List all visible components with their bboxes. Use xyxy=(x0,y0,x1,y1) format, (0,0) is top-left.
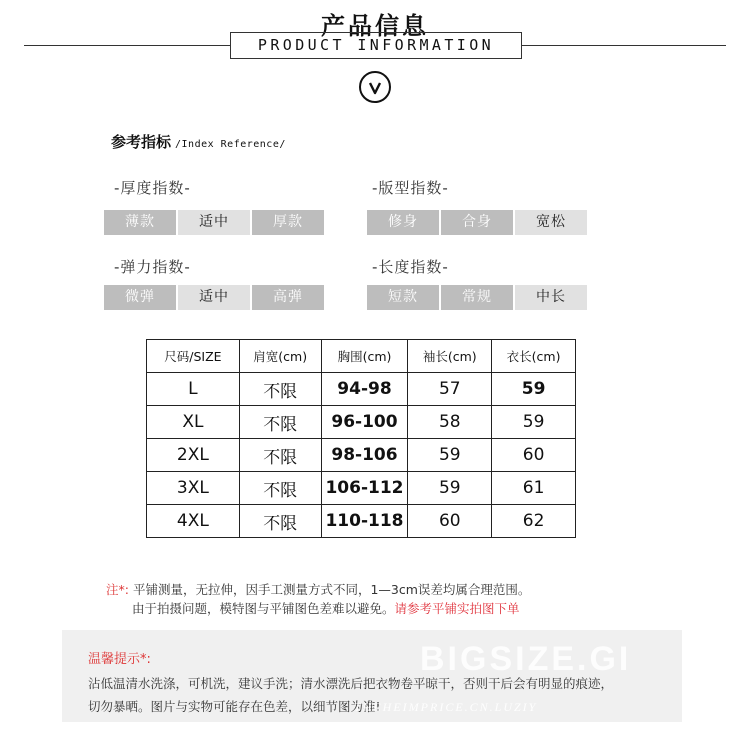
thickness-option-thick: 厚款 xyxy=(252,210,324,235)
header-divider-left xyxy=(24,45,230,46)
table-cell: 59 xyxy=(492,373,576,406)
table-cell: 59 xyxy=(408,472,492,505)
length-options xyxy=(367,285,589,310)
length-option-regular: 常规 xyxy=(441,285,513,310)
table-cell: L xyxy=(147,373,240,406)
elasticity-label: -弹力指数- xyxy=(114,258,191,276)
table-cell: 94-98 xyxy=(321,373,408,406)
table-cell: 98-106 xyxy=(321,439,408,472)
reference-title xyxy=(111,131,286,152)
elasticity-option-high: 高弹 xyxy=(252,285,324,310)
table-cell: 3XL xyxy=(147,472,240,505)
table-cell: 106-112 xyxy=(321,472,408,505)
chevron-down-icon xyxy=(359,71,391,103)
fit-option-loose: 宽松 xyxy=(515,210,587,235)
table-cell: 61 xyxy=(492,472,576,505)
length-label: -长度指数- xyxy=(372,258,449,276)
header-divider-right xyxy=(522,45,726,46)
table-cell: 4XL xyxy=(147,505,240,538)
table-cell: 2XL xyxy=(147,439,240,472)
elasticity-option-medium: 适中 xyxy=(178,285,250,310)
table-header-row xyxy=(147,340,576,373)
watermark: BIGSIZE.GI xyxy=(420,640,632,678)
watermark-subtext: THEHEIMPRICE.CN.LUZIY xyxy=(354,700,538,714)
tips-line-2: 切勿暴晒。图片与实物可能存在色差，以细节图为准! xyxy=(88,699,381,714)
table-header-length: 衣长(cm) xyxy=(492,340,576,373)
table-header-size: 尺码/SIZE xyxy=(147,340,240,373)
tips-title: 温馨提示*: xyxy=(88,652,151,667)
table-cell: 58 xyxy=(408,406,492,439)
thickness-label: -厚度指数- xyxy=(114,179,191,197)
elasticity-option-slight: 微弹 xyxy=(104,285,176,310)
size-table xyxy=(146,339,576,538)
table-cell: 59 xyxy=(408,439,492,472)
table-cell: 60 xyxy=(408,505,492,538)
note-line-2-highlight: 请参考平铺实拍图下单 xyxy=(394,601,520,616)
table-header-chest: 胸围(cm) xyxy=(321,340,408,373)
care-tips-panel xyxy=(62,630,682,722)
reference-title-cn: 参考指标 xyxy=(111,133,172,151)
reference-title-en: /Index Reference/ xyxy=(175,139,286,150)
table-cell: 不限 xyxy=(239,373,321,406)
fit-option-slim: 修身 xyxy=(367,210,439,235)
table-cell: 110-118 xyxy=(321,505,408,538)
length-option-long: 中长 xyxy=(515,285,587,310)
page-subtitle: PRODUCT INFORMATION xyxy=(230,32,522,59)
elasticity-options xyxy=(104,285,326,310)
note-prefix: 注*: xyxy=(106,582,129,597)
table-cell: 60 xyxy=(492,439,576,472)
fit-label: -版型指数- xyxy=(372,179,449,197)
table-cell: 不限 xyxy=(239,505,321,538)
page-title: 产品信息 xyxy=(321,12,429,40)
thickness-options xyxy=(104,210,326,235)
table-header-shoulder: 肩宽(cm) xyxy=(239,340,321,373)
table-cell: 不限 xyxy=(239,439,321,472)
table-cell: 62 xyxy=(492,505,576,538)
table-cell: 57 xyxy=(408,373,492,406)
table-row xyxy=(147,373,576,406)
fit-option-regular: 合身 xyxy=(441,210,513,235)
table-row xyxy=(147,472,576,505)
table-cell: 59 xyxy=(492,406,576,439)
note-line-2: 由于拍摄问题，模特图与平铺图色差难以避免。 xyxy=(132,601,395,616)
table-cell: 不限 xyxy=(239,406,321,439)
table-row xyxy=(147,439,576,472)
thickness-option-medium: 适中 xyxy=(178,210,250,235)
fit-options xyxy=(367,210,589,235)
table-cell: 96-100 xyxy=(321,406,408,439)
length-option-short: 短款 xyxy=(367,285,439,310)
table-cell: XL xyxy=(147,406,240,439)
table-cell: 不限 xyxy=(239,472,321,505)
thickness-option-thin: 薄款 xyxy=(104,210,176,235)
color-note xyxy=(132,599,520,617)
table-row xyxy=(147,505,576,538)
note-line-1: 平铺测量，无拉伸，因手工测量方式不同，1—3cm误差均属合理范围。 xyxy=(132,582,531,597)
tips-line-1: 沾低温清水洗涤，可机洗，建议手洗；清水漂洗后把衣物卷平晾干，否则干后会有明显的痕迹， xyxy=(88,676,614,691)
measurement-note xyxy=(106,580,530,598)
table-header-sleeve: 袖长(cm) xyxy=(408,340,492,373)
table-row xyxy=(147,406,576,439)
